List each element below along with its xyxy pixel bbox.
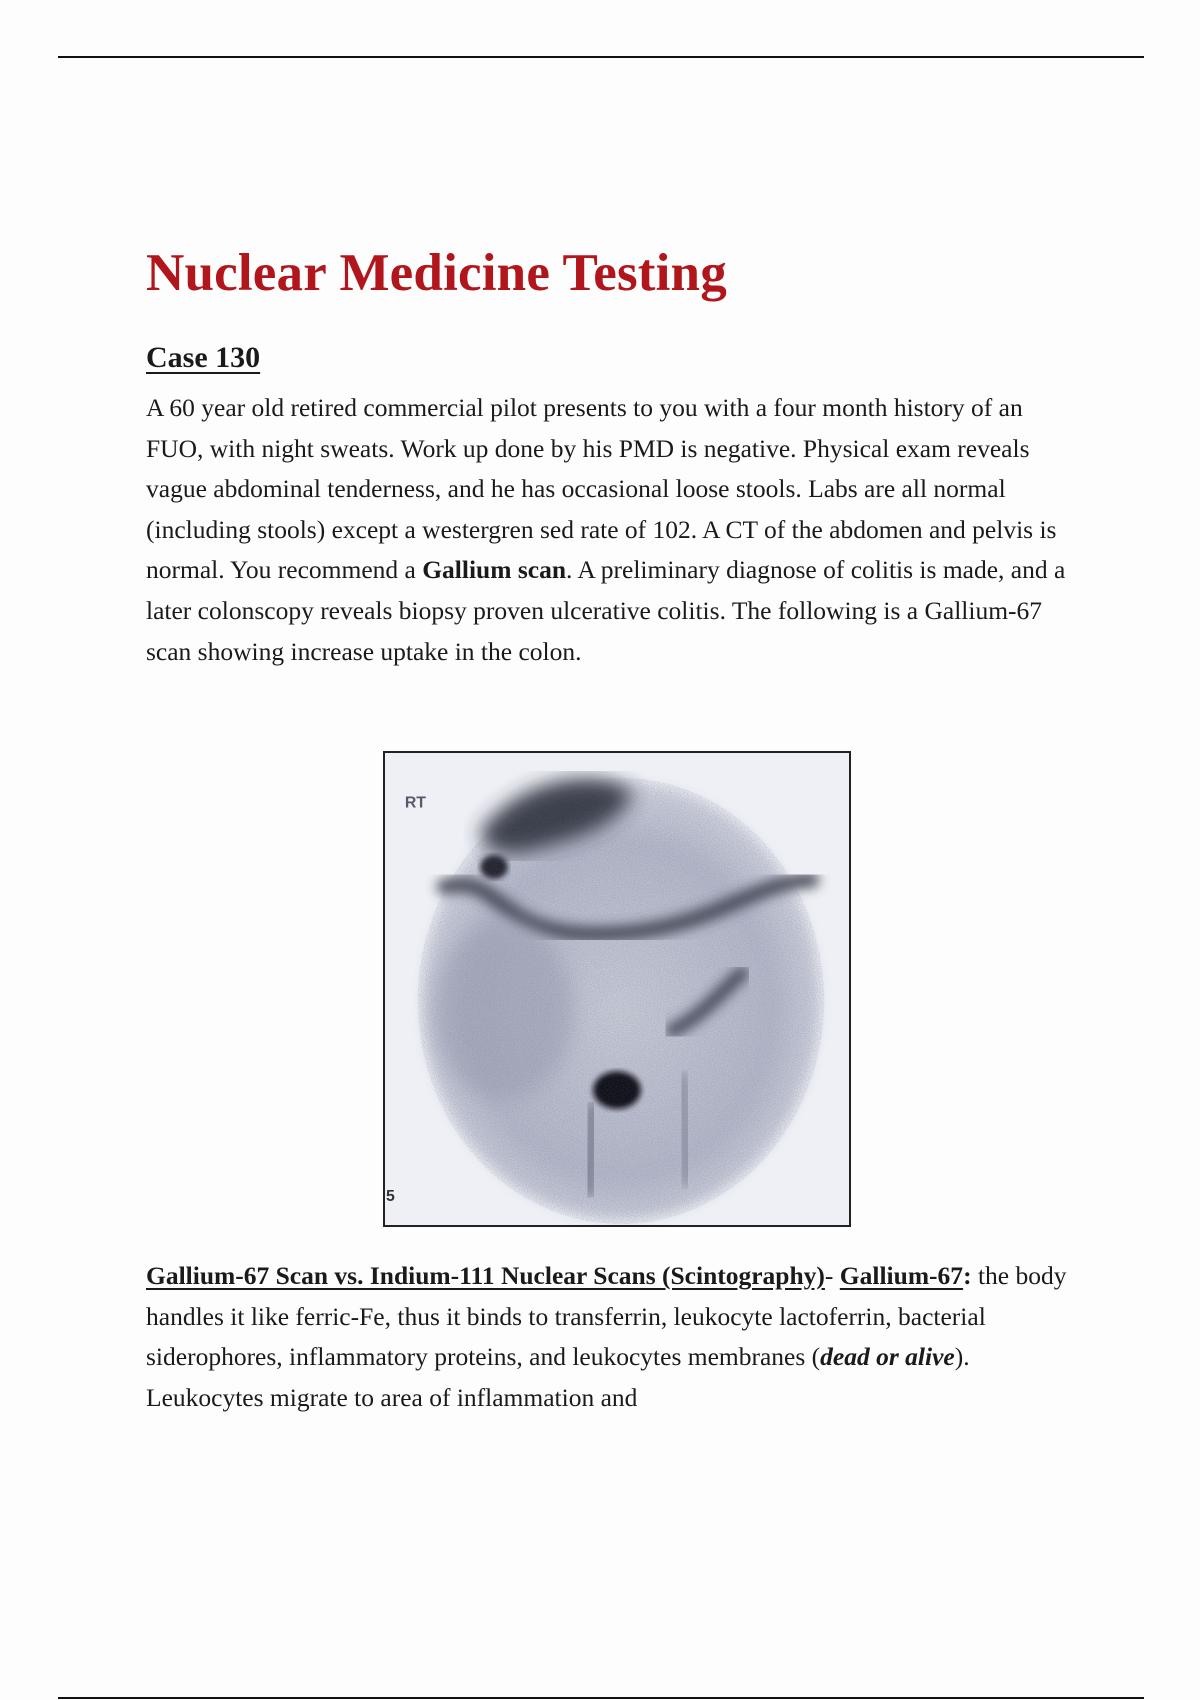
case-text-part1: A 60 year old retired commercial pilot presents to you with a four month history of an FUO, with night sweats. Work up done by his PMD is negative. Physical exam reveals vague abdominal tenderness, and he has occasional loose stools. Labs are all normal (including stools) except a westergren sed rate of 102. A CT of the abdomen and pelvis is normal. You recommend a [146,393,1057,585]
gallium-scan-graphic [385,753,849,1225]
bottom-rule [58,1697,1144,1699]
case-heading: Case 130 [146,341,261,374]
section-heading: Gallium-67 Scan vs. Indium-111 Nuclear Scans (Scintography) [146,1261,825,1290]
scan-corner-mark: 5 [385,1188,395,1206]
scan-label-rt: RT [404,794,426,812]
section-paragraph-block [146,1256,1086,1418]
case-paragraph [146,388,1086,672]
section-separator: - [824,1261,834,1290]
gallium-scan-image [383,751,851,1227]
section-emphasis: dead or alive [820,1342,955,1372]
page-title: Nuclear Medicine Testing [146,244,727,302]
section-text-2: ). Leukocytes migrate to area of inflammation and [146,1342,970,1412]
section-paragraph [146,1256,1086,1418]
section-colon: : [963,1261,972,1290]
top-rule [58,56,1144,58]
case-text-bold: Gallium scan [422,555,567,585]
page-content [146,240,1086,672]
case-text-part2: . A preliminary diagnose of colitis is made, and a later colonscopy reveals biopsy proven ulcerative colitis. The following is a Gallium-67 scan showing increase uptake in the colon. [146,555,1066,666]
section-text-1: the body handles it like ferric-Fe, thus it binds to transferrin, leukocyte lactoferrin, bacterial siderophores, inflammatory proteins, and leukocytes membranes ( [146,1261,1067,1372]
section-subheading: Gallium-67 [839,1261,964,1290]
